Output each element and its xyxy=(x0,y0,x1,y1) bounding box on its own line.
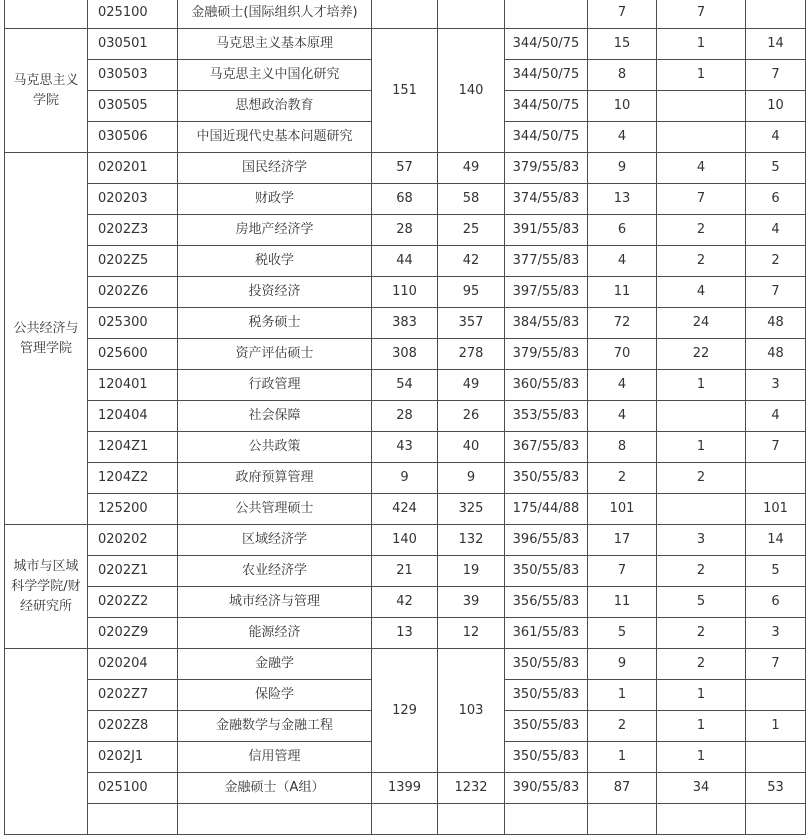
exam-takers-cell: 1232 xyxy=(438,773,505,804)
major-code-cell: 120401 xyxy=(88,370,178,401)
table-row xyxy=(5,401,806,432)
recommended-cell: 1 xyxy=(657,680,746,711)
major-name-cell: 马克思主义中国化研究 xyxy=(178,60,372,91)
exam-takers-cell: 42 xyxy=(438,246,505,277)
major-name-cell: 税务硕士 xyxy=(178,308,372,339)
admitted-cell: 4 xyxy=(588,246,657,277)
score-line-cell: 360/55/83 xyxy=(505,370,588,401)
school-cell: 马克思主义学院 xyxy=(5,29,88,153)
exam-takers-cell: 9 xyxy=(438,463,505,494)
table-row xyxy=(5,184,806,215)
major-code-cell: 0202Z7 xyxy=(88,680,178,711)
admissions-table xyxy=(4,0,806,835)
score-line-cell: 350/55/83 xyxy=(505,649,588,680)
recommended-cell: 22 xyxy=(657,339,746,370)
recommended-cell: 24 xyxy=(657,308,746,339)
major-code-cell: 0202Z8 xyxy=(88,711,178,742)
recommended-cell xyxy=(657,122,746,153)
unified-exam-cell xyxy=(746,742,806,773)
unified-exam-cell: 7 xyxy=(746,432,806,463)
major-name-cell: 中国近现代史基本问题研究 xyxy=(178,122,372,153)
recommended-cell: 1 xyxy=(657,60,746,91)
major-code-cell: 025600 xyxy=(88,339,178,370)
recommended-cell: 2 xyxy=(657,215,746,246)
recommended-cell: 1 xyxy=(657,742,746,773)
major-name-cell: 保险学 xyxy=(178,680,372,711)
admitted-cell: 13 xyxy=(588,184,657,215)
applicants-cell: 57 xyxy=(372,153,438,184)
score-line-cell: 390/55/83 xyxy=(505,773,588,804)
applicants-cell: 28 xyxy=(372,215,438,246)
recommended-cell: 7 xyxy=(657,184,746,215)
major-code-cell: 030501 xyxy=(88,29,178,60)
major-name-cell: 资产评估硕士 xyxy=(178,339,372,370)
table-row xyxy=(5,463,806,494)
major-code-cell: 0202Z2 xyxy=(88,587,178,618)
recommended-cell xyxy=(657,91,746,122)
applicants-cell: 308 xyxy=(372,339,438,370)
unified-exam-cell: 4 xyxy=(746,122,806,153)
major-name-cell: 投资经济 xyxy=(178,277,372,308)
admitted-cell: 10 xyxy=(588,91,657,122)
table-row xyxy=(5,370,806,401)
table-row xyxy=(5,215,806,246)
major-name-cell: 公共政策 xyxy=(178,432,372,463)
major-code-cell: 020203 xyxy=(88,184,178,215)
unified-exam-cell xyxy=(746,0,806,29)
recommended-cell: 2 xyxy=(657,463,746,494)
admitted-cell: 9 xyxy=(588,649,657,680)
recommended-cell: 34 xyxy=(657,773,746,804)
major-name-cell: 公共管理硕士 xyxy=(178,494,372,525)
recommended-cell: 4 xyxy=(657,277,746,308)
score-line-cell: 384/55/83 xyxy=(505,308,588,339)
major-name-cell: 能源经济 xyxy=(178,618,372,649)
score-line-cell: 344/50/75 xyxy=(505,29,588,60)
unified-exam-cell: 10 xyxy=(746,91,806,122)
admitted-cell: 1 xyxy=(588,680,657,711)
major-name-cell: 社会保障 xyxy=(178,401,372,432)
recommended-cell: 2 xyxy=(657,556,746,587)
table-row xyxy=(5,308,806,339)
admitted-cell: 5 xyxy=(588,618,657,649)
score-line-cell xyxy=(505,0,588,29)
applicants-cell xyxy=(372,804,438,835)
table-row xyxy=(5,29,806,60)
applicants-cell: 151 xyxy=(372,29,438,153)
unified-exam-cell: 7 xyxy=(746,649,806,680)
school-cell: 城市与区域科学学院/财经研究所 xyxy=(5,525,88,649)
admitted-cell: 4 xyxy=(588,370,657,401)
unified-exam-cell: 3 xyxy=(746,618,806,649)
applicants-cell: 68 xyxy=(372,184,438,215)
major-code-cell: 125200 xyxy=(88,494,178,525)
unified-exam-cell: 7 xyxy=(746,60,806,91)
admitted-cell: 87 xyxy=(588,773,657,804)
applicants-cell: 140 xyxy=(372,525,438,556)
major-code-cell: 1204Z2 xyxy=(88,463,178,494)
major-name-cell xyxy=(178,804,372,835)
table-row xyxy=(5,804,806,835)
major-name-cell: 房地产经济学 xyxy=(178,215,372,246)
admitted-cell: 7 xyxy=(588,0,657,29)
admitted-cell xyxy=(588,804,657,835)
admitted-cell: 2 xyxy=(588,463,657,494)
major-name-cell: 税收学 xyxy=(178,246,372,277)
recommended-cell: 4 xyxy=(657,153,746,184)
recommended-cell: 3 xyxy=(657,525,746,556)
recommended-cell: 2 xyxy=(657,246,746,277)
major-name-cell: 金融硕士（A组） xyxy=(178,773,372,804)
score-line-cell: 397/55/83 xyxy=(505,277,588,308)
applicants-cell: 28 xyxy=(372,401,438,432)
major-code-cell: 0202Z1 xyxy=(88,556,178,587)
score-line-cell: 356/55/83 xyxy=(505,587,588,618)
admitted-cell: 4 xyxy=(588,401,657,432)
exam-takers-cell: 132 xyxy=(438,525,505,556)
unified-exam-cell: 53 xyxy=(746,773,806,804)
unified-exam-cell: 2 xyxy=(746,246,806,277)
score-line-cell: 350/55/83 xyxy=(505,680,588,711)
major-name-cell: 区域经济学 xyxy=(178,525,372,556)
major-name-cell: 金融数学与金融工程 xyxy=(178,711,372,742)
admitted-cell: 11 xyxy=(588,277,657,308)
applicants-cell: 54 xyxy=(372,370,438,401)
major-code-cell: 0202Z3 xyxy=(88,215,178,246)
school-cell xyxy=(5,0,88,29)
exam-takers-cell: 25 xyxy=(438,215,505,246)
major-name-cell: 国民经济学 xyxy=(178,153,372,184)
major-name-cell: 马克思主义基本原理 xyxy=(178,29,372,60)
unified-exam-cell: 6 xyxy=(746,587,806,618)
unified-exam-cell: 14 xyxy=(746,525,806,556)
exam-takers-cell: 26 xyxy=(438,401,505,432)
exam-takers-cell: 140 xyxy=(438,29,505,153)
applicants-cell xyxy=(372,0,438,29)
table-row xyxy=(5,618,806,649)
recommended-cell: 1 xyxy=(657,711,746,742)
major-name-cell: 政府预算管理 xyxy=(178,463,372,494)
applicants-cell: 9 xyxy=(372,463,438,494)
major-name-cell: 财政学 xyxy=(178,184,372,215)
unified-exam-cell xyxy=(746,804,806,835)
major-code-cell xyxy=(88,804,178,835)
table-row xyxy=(5,339,806,370)
major-name-cell: 思想政治教育 xyxy=(178,91,372,122)
major-code-cell: 0202Z9 xyxy=(88,618,178,649)
score-line-cell: 350/55/83 xyxy=(505,556,588,587)
recommended-cell: 1 xyxy=(657,29,746,60)
exam-takers-cell: 325 xyxy=(438,494,505,525)
score-line-cell: 374/55/83 xyxy=(505,184,588,215)
table-row xyxy=(5,649,806,680)
exam-takers-cell: 40 xyxy=(438,432,505,463)
recommended-cell: 2 xyxy=(657,618,746,649)
recommended-cell: 1 xyxy=(657,370,746,401)
score-line-cell: 367/55/83 xyxy=(505,432,588,463)
applicants-cell: 1399 xyxy=(372,773,438,804)
admitted-cell: 4 xyxy=(588,122,657,153)
applicants-cell: 383 xyxy=(372,308,438,339)
table-row xyxy=(5,494,806,525)
major-code-cell: 020201 xyxy=(88,153,178,184)
admitted-cell: 9 xyxy=(588,153,657,184)
exam-takers-cell: 19 xyxy=(438,556,505,587)
unified-exam-cell: 3 xyxy=(746,370,806,401)
table-row xyxy=(5,0,806,29)
major-code-cell: 1204Z1 xyxy=(88,432,178,463)
unified-exam-cell: 48 xyxy=(746,339,806,370)
score-line-cell: 361/55/83 xyxy=(505,618,588,649)
recommended-cell: 1 xyxy=(657,432,746,463)
score-line-cell: 377/55/83 xyxy=(505,246,588,277)
applicants-cell: 13 xyxy=(372,618,438,649)
exam-takers-cell: 58 xyxy=(438,184,505,215)
major-code-cell: 025100 xyxy=(88,0,178,29)
major-code-cell: 020202 xyxy=(88,525,178,556)
major-code-cell: 030503 xyxy=(88,60,178,91)
unified-exam-cell: 14 xyxy=(746,29,806,60)
applicants-cell: 129 xyxy=(372,649,438,773)
table-row xyxy=(5,587,806,618)
recommended-cell: 5 xyxy=(657,587,746,618)
exam-takers-cell xyxy=(438,0,505,29)
major-code-cell: 020204 xyxy=(88,649,178,680)
admitted-cell: 6 xyxy=(588,215,657,246)
table-row xyxy=(5,246,806,277)
major-name-cell: 金融学 xyxy=(178,649,372,680)
table-row xyxy=(5,525,806,556)
admitted-cell: 11 xyxy=(588,587,657,618)
recommended-cell xyxy=(657,401,746,432)
score-line-cell: 379/55/83 xyxy=(505,153,588,184)
applicants-cell: 110 xyxy=(372,277,438,308)
score-line-cell xyxy=(505,804,588,835)
exam-takers-cell: 49 xyxy=(438,153,505,184)
admitted-cell: 72 xyxy=(588,308,657,339)
score-line-cell: 350/55/83 xyxy=(505,711,588,742)
admitted-cell: 7 xyxy=(588,556,657,587)
school-cell: 公共经济与管理学院 xyxy=(5,153,88,525)
score-line-cell: 344/50/75 xyxy=(505,122,588,153)
applicants-cell: 21 xyxy=(372,556,438,587)
exam-takers-cell: 39 xyxy=(438,587,505,618)
score-line-cell: 344/50/75 xyxy=(505,60,588,91)
recommended-cell xyxy=(657,804,746,835)
major-name-cell: 农业经济学 xyxy=(178,556,372,587)
applicants-cell: 44 xyxy=(372,246,438,277)
applicants-cell: 424 xyxy=(372,494,438,525)
exam-takers-cell xyxy=(438,804,505,835)
table-row xyxy=(5,773,806,804)
exam-takers-cell: 357 xyxy=(438,308,505,339)
unified-exam-cell: 48 xyxy=(746,308,806,339)
unified-exam-cell: 5 xyxy=(746,153,806,184)
score-line-cell: 350/55/83 xyxy=(505,463,588,494)
unified-exam-cell: 4 xyxy=(746,215,806,246)
major-code-cell: 0202J1 xyxy=(88,742,178,773)
school-cell xyxy=(5,649,88,835)
major-code-cell: 0202Z6 xyxy=(88,277,178,308)
applicants-cell: 43 xyxy=(372,432,438,463)
score-line-cell: 391/55/83 xyxy=(505,215,588,246)
major-name-cell: 行政管理 xyxy=(178,370,372,401)
major-code-cell: 120404 xyxy=(88,401,178,432)
score-line-cell: 353/55/83 xyxy=(505,401,588,432)
exam-takers-cell: 103 xyxy=(438,649,505,773)
recommended-cell: 2 xyxy=(657,649,746,680)
unified-exam-cell xyxy=(746,463,806,494)
major-code-cell: 030506 xyxy=(88,122,178,153)
exam-takers-cell: 49 xyxy=(438,370,505,401)
major-name-cell: 金融硕士(国际组织人才培养) xyxy=(178,0,372,29)
score-line-cell: 396/55/83 xyxy=(505,525,588,556)
major-name-cell: 信用管理 xyxy=(178,742,372,773)
exam-takers-cell: 278 xyxy=(438,339,505,370)
applicants-cell: 42 xyxy=(372,587,438,618)
major-code-cell: 0202Z5 xyxy=(88,246,178,277)
unified-exam-cell xyxy=(746,680,806,711)
table-row xyxy=(5,432,806,463)
table-row xyxy=(5,153,806,184)
score-line-cell: 379/55/83 xyxy=(505,339,588,370)
unified-exam-cell: 4 xyxy=(746,401,806,432)
admitted-cell: 8 xyxy=(588,60,657,91)
table-row xyxy=(5,277,806,308)
exam-takers-cell: 12 xyxy=(438,618,505,649)
score-line-cell: 350/55/83 xyxy=(505,742,588,773)
major-code-cell: 030505 xyxy=(88,91,178,122)
major-code-cell: 025100 xyxy=(88,773,178,804)
unified-exam-cell: 6 xyxy=(746,184,806,215)
unified-exam-cell: 101 xyxy=(746,494,806,525)
admitted-cell: 8 xyxy=(588,432,657,463)
table-row xyxy=(5,556,806,587)
admitted-cell: 1 xyxy=(588,742,657,773)
major-name-cell: 城市经济与管理 xyxy=(178,587,372,618)
major-code-cell: 025300 xyxy=(88,308,178,339)
admitted-cell: 101 xyxy=(588,494,657,525)
admitted-cell: 15 xyxy=(588,29,657,60)
exam-takers-cell: 95 xyxy=(438,277,505,308)
unified-exam-cell: 7 xyxy=(746,277,806,308)
admitted-cell: 17 xyxy=(588,525,657,556)
score-line-cell: 344/50/75 xyxy=(505,91,588,122)
unified-exam-cell: 5 xyxy=(746,556,806,587)
recommended-cell xyxy=(657,494,746,525)
recommended-cell: 7 xyxy=(657,0,746,29)
score-line-cell: 175/44/88 xyxy=(505,494,588,525)
admitted-cell: 2 xyxy=(588,711,657,742)
unified-exam-cell: 1 xyxy=(746,711,806,742)
admitted-cell: 70 xyxy=(588,339,657,370)
